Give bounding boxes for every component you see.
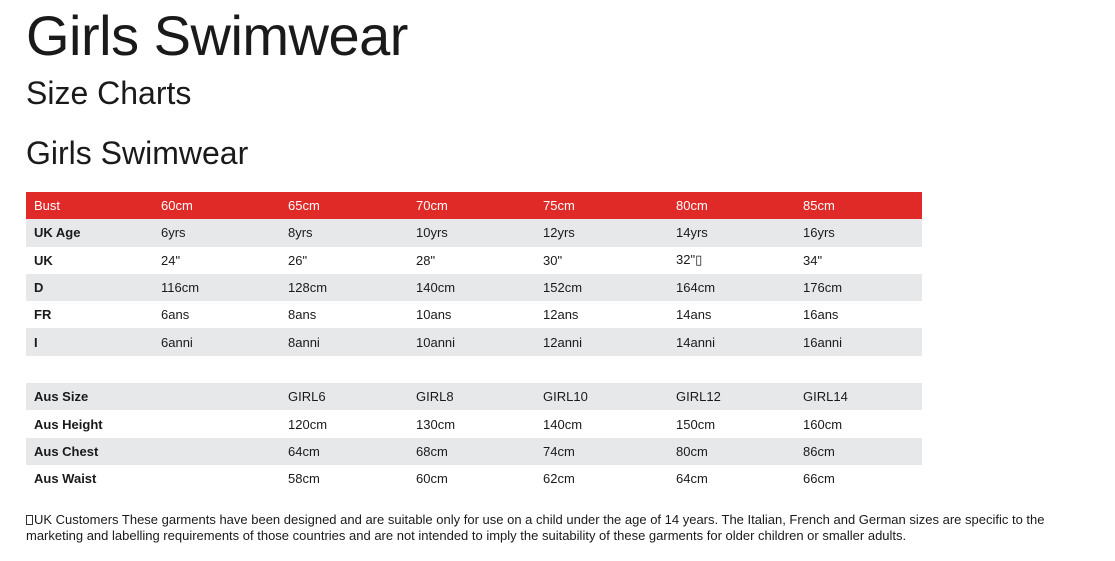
footnote-line-2: marketing and labelling requirements of those countries and are not intended to imply the suitability of these garments for older children or smaller adults. [26,528,907,543]
table-cell: 28" [408,247,535,274]
table-cell: 140cm [408,274,535,301]
table-cell: 12yrs [535,219,668,246]
table-cell: 6ans [153,301,280,328]
table-cell: 75cm [535,192,668,219]
table-row [26,301,922,328]
table-cell: 16yrs [795,219,922,246]
table-cell: 6anni [153,328,280,355]
table-cell: 16ans [795,301,922,328]
row-label: Aus Height [26,410,153,437]
table-cell: 8anni [280,328,408,355]
table-row [26,274,922,301]
row-label: Aus Waist [26,465,153,492]
table-cell: 65cm [280,192,408,219]
row-label: UK [26,247,153,274]
table-cell: 14yrs [668,219,795,246]
table-cell: 16anni [795,328,922,355]
table-cell [153,465,280,492]
table-cell: 70cm [408,192,535,219]
table-cell: 60cm [153,192,280,219]
table-cell: GIRL10 [535,383,668,410]
table-cell: 60cm [408,465,535,492]
page-title: Girls Swimwear [26,4,408,67]
footnote-line-1: UK Customers These garments have been designed and are suitable only for use on a child under the age of 14 years. The Italian, French and German sizes are specific to the [34,512,1045,527]
table-spacer-row [26,356,922,383]
table-row [26,247,922,274]
table-cell: 66cm [795,465,922,492]
table-cell: 10ans [408,301,535,328]
table-cell [668,356,795,383]
table-cell [535,356,668,383]
table-cell: 64cm [668,465,795,492]
table-cell: 8ans [280,301,408,328]
table-header-row [26,192,922,219]
table-cell: 120cm [280,410,408,437]
table-cell: 62cm [535,465,668,492]
table-cell: 32"▯ [668,247,795,274]
page-subtitle: Size Charts [26,75,192,111]
row-label [26,356,153,383]
table-cell: 8yrs [280,219,408,246]
row-label: Aus Size [26,383,153,410]
table-cell: 86cm [795,438,922,465]
table-cell [153,383,280,410]
table-cell: 14anni [668,328,795,355]
table-cell: GIRL6 [280,383,408,410]
table-cell: 150cm [668,410,795,437]
table-cell: 30" [535,247,668,274]
row-label: Aus Chest [26,438,153,465]
table-row [26,328,922,355]
table-cell: 12ans [535,301,668,328]
table-cell: 74cm [535,438,668,465]
size-chart-table [26,192,922,492]
table-cell: 160cm [795,410,922,437]
table-cell: 58cm [280,465,408,492]
table-cell: 140cm [535,410,668,437]
table-cell: 85cm [795,192,922,219]
table-cell: 6yrs [153,219,280,246]
table-cell: 80cm [668,192,795,219]
table-row [26,383,922,410]
table-cell: 176cm [795,274,922,301]
table-cell [153,356,280,383]
table-cell: 26" [280,247,408,274]
row-label: D [26,274,153,301]
table-cell: 116cm [153,274,280,301]
table-cell [153,438,280,465]
table-cell: 12anni [535,328,668,355]
table-row [26,410,922,437]
missing-glyph-icon [26,515,33,525]
table-cell: 152cm [535,274,668,301]
table-cell [408,356,535,383]
table-cell [153,410,280,437]
table-cell: 80cm [668,438,795,465]
table-cell: 128cm [280,274,408,301]
footnote [26,512,1111,544]
table-cell: 24" [153,247,280,274]
table-cell: GIRL14 [795,383,922,410]
table-cell: 10yrs [408,219,535,246]
table-cell: 10anni [408,328,535,355]
table-cell: 130cm [408,410,535,437]
table-cell: GIRL8 [408,383,535,410]
table-row [26,465,922,492]
table-cell: 14ans [668,301,795,328]
table-row [26,438,922,465]
row-label: FR [26,301,153,328]
table-cell: 68cm [408,438,535,465]
table-cell: 164cm [668,274,795,301]
table-cell: GIRL12 [668,383,795,410]
table-cell: 64cm [280,438,408,465]
section-title: Girls Swimwear [26,135,249,171]
table-cell: 34" [795,247,922,274]
row-label: UK Age [26,219,153,246]
table-cell [280,356,408,383]
row-label: I [26,328,153,355]
table-cell [795,356,922,383]
row-label: Bust [26,192,153,219]
table-row [26,219,922,246]
